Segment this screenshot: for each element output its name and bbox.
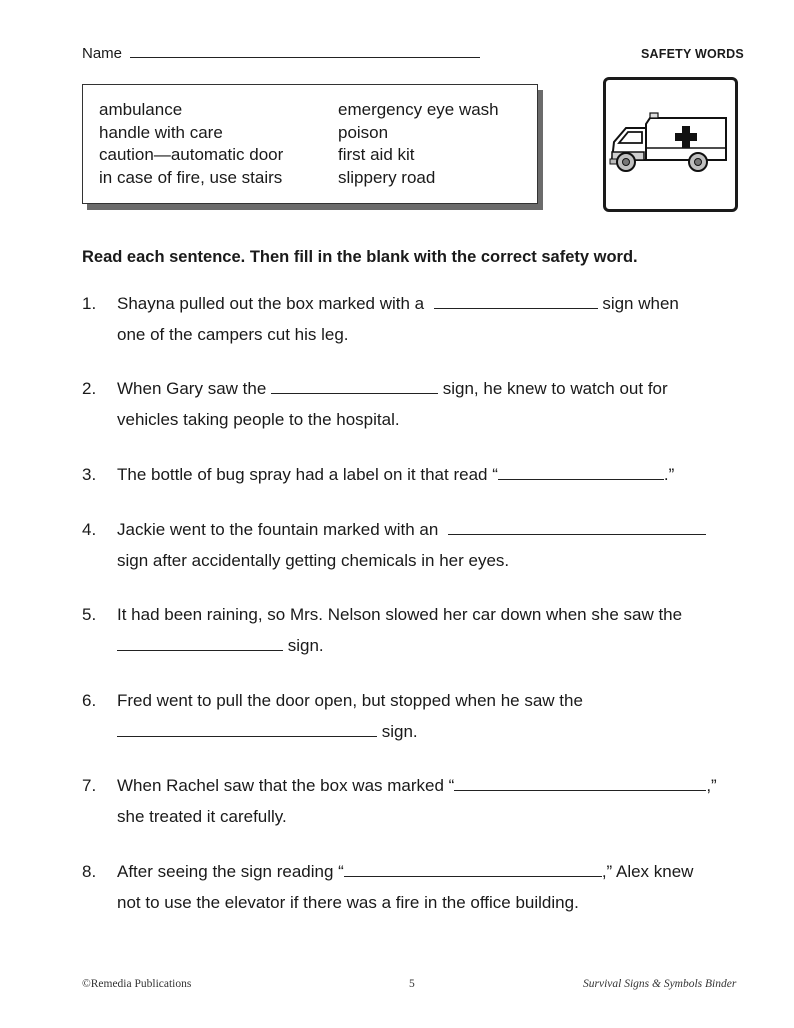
word-bank-box <box>82 84 538 204</box>
answer-blank-5[interactable] <box>117 633 283 651</box>
question-number: 4. <box>82 520 97 539</box>
answer-blank-6[interactable] <box>117 719 377 737</box>
question-text: .” <box>663 465 675 484</box>
question-number: 3. <box>82 465 97 484</box>
question-number: 1. <box>82 294 97 313</box>
instructions: Read each sentence. Then fill in the blank with the correct safety word. <box>82 248 638 266</box>
answer-blank-2[interactable] <box>271 376 438 394</box>
name-label: Name <box>82 45 123 62</box>
question-text: It had been raining, so Mrs. Nelson slowed her car down when she saw the <box>117 605 683 624</box>
name-blank[interactable] <box>130 43 480 58</box>
question-text: When Rachel saw that the box was marked “ <box>117 776 455 795</box>
question-text: The bottle of bug spray had a label on it that read “ <box>117 465 498 484</box>
question-3 <box>82 459 752 490</box>
question-text: After seeing the sign reading “ <box>117 862 344 881</box>
question-text: she treated it carefully. <box>117 807 287 826</box>
question-5 <box>82 599 752 661</box>
question-2 <box>82 373 752 435</box>
answer-blank-4[interactable] <box>448 517 706 535</box>
question-number: 2. <box>82 379 97 398</box>
word-bank-item: caution—automatic door <box>99 145 284 164</box>
question-text: sign. <box>287 636 324 655</box>
word-bank-item: handle with care <box>99 122 223 142</box>
word-bank-item: emergency eye wash <box>338 100 499 119</box>
question-text: sign after accidentally getting chemicals in her eyes. <box>117 551 510 570</box>
footer-page-number: 5 <box>409 978 415 990</box>
ambulance-sign <box>603 77 738 212</box>
footer-book-title: Survival Signs & Symbols Binder <box>583 978 737 990</box>
question-text: vehicles taking people to the hospital. <box>117 410 400 429</box>
question-text: not to use the elevator if there was a fire in the office building. <box>117 893 579 912</box>
word-bank-left-column <box>99 99 283 189</box>
answer-blank-3[interactable] <box>498 462 664 480</box>
question-text: When Gary saw the <box>117 379 267 398</box>
question-6 <box>82 685 752 747</box>
question-8 <box>82 856 752 918</box>
question-text: ,” <box>706 776 717 795</box>
word-bank-item: ambulance <box>99 100 183 119</box>
ambulance-icon <box>606 80 735 209</box>
question-text: Shayna pulled out the box marked with a <box>117 294 425 313</box>
question-text: Fred went to pull the door open, but stopped when he saw the <box>117 691 583 710</box>
question-number: 5. <box>82 605 97 624</box>
answer-blank-8[interactable] <box>344 859 602 877</box>
question-text: sign, he knew to watch out for <box>442 379 668 398</box>
section-title: SAFETY WORDS <box>641 47 744 61</box>
question-7 <box>82 770 752 832</box>
answer-blank-1[interactable] <box>434 291 598 309</box>
question-text: ,” Alex knew <box>601 862 694 881</box>
question-number: 8. <box>82 862 97 881</box>
question-number: 6. <box>82 691 97 710</box>
word-bank-item: poison <box>338 122 389 142</box>
question-text: sign when <box>602 294 679 313</box>
question-text: Jackie went to the fountain marked with an <box>117 520 439 539</box>
name-field[interactable] <box>82 43 480 62</box>
answer-blank-7[interactable] <box>454 773 706 791</box>
question-text: sign. <box>381 722 418 741</box>
question-4 <box>82 514 752 576</box>
word-bank-item: first aid kit <box>338 145 415 164</box>
question-1 <box>82 288 752 350</box>
word-bank-item: slippery road <box>338 167 436 187</box>
question-text: one of the campers cut his leg. <box>117 325 349 344</box>
footer-publisher: ©Remedia Publications <box>82 978 192 990</box>
word-bank-right-column <box>338 99 499 189</box>
question-number: 7. <box>82 776 97 795</box>
word-bank-item: in case of fire, use stairs <box>99 167 283 187</box>
